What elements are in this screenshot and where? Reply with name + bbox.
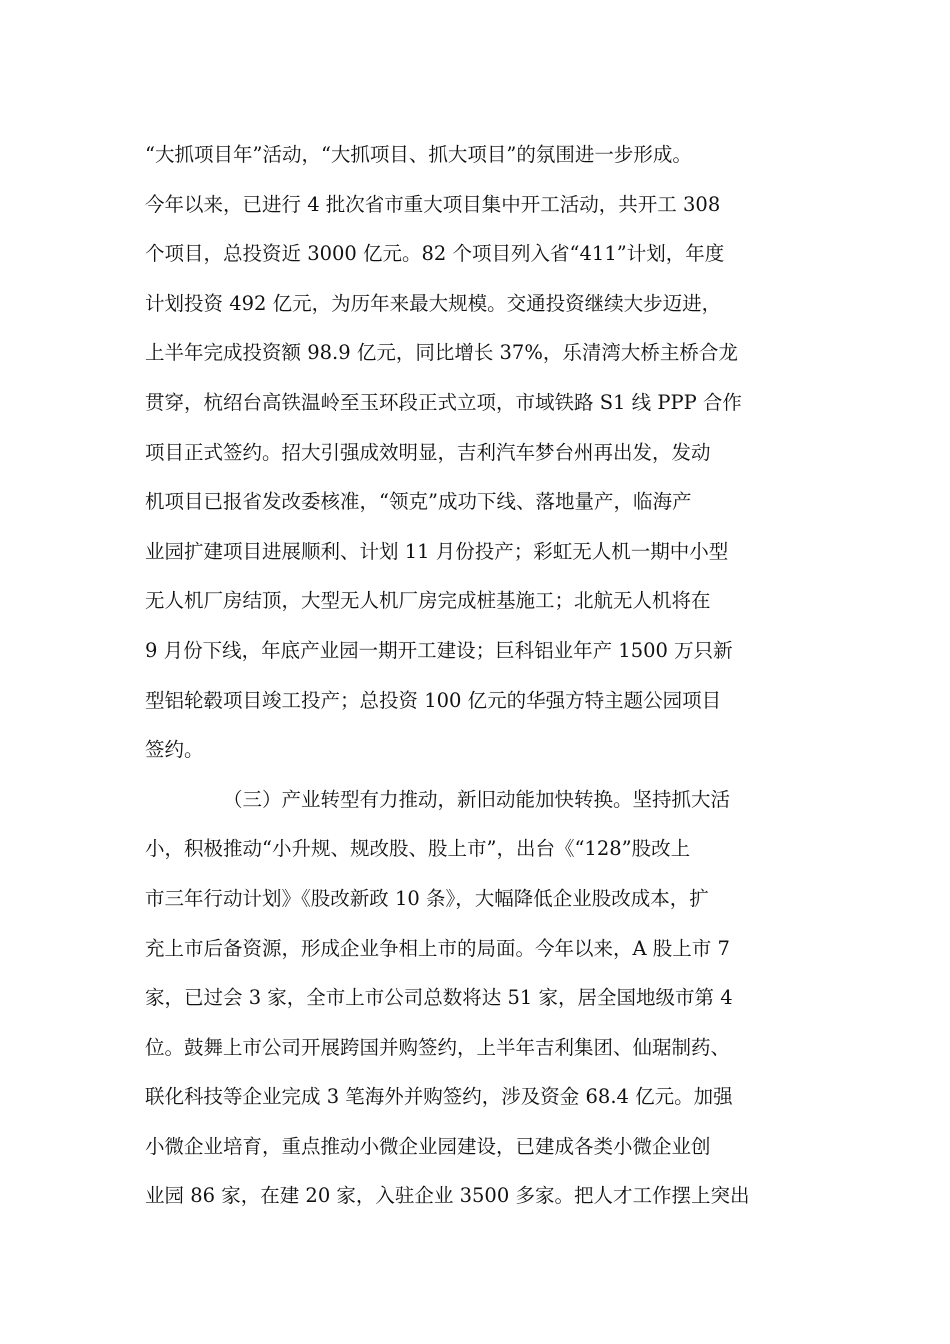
text-line: 小，积极推动“小升规、规改股、股上市”，出台《“128”股改上 bbox=[145, 837, 691, 861]
text-line: 业园 86 家，在建 20 家，入驻企业 3500 多家。把人才工作摆上突出 bbox=[145, 1184, 750, 1208]
text-line: 小微企业培育，重点推动小微企业园建设，已建成各类小微企业创 bbox=[145, 1134, 711, 1158]
text-line: 充上市后备资源，形成企业争相上市的局面。今年以来，A 股上市 7 bbox=[145, 936, 730, 960]
text-line: 型铝轮毂项目竣工投产；总投资 100 亿元的华强方特主题公园项目 bbox=[145, 688, 722, 712]
text-line: 位。鼓舞上市公司开展跨国并购签约，上半年吉利集团、仙琚制药、 bbox=[145, 1035, 731, 1059]
text-line: 贯穿，杭绍台高铁温岭至玉环段正式立项，市域铁路 S1 线 PPP 合作 bbox=[145, 390, 742, 414]
text-line: 无人机厂房结顶，大型无人机厂房完成桩基施工；北航无人机将在 bbox=[145, 589, 711, 613]
text-line: “大抓项目年”活动，“大抓项目、抓大项目”的氛围进一步形成。 bbox=[145, 143, 692, 166]
text-line: 个项目，总投资近 3000 亿元。82 个项目列入省“411”计划，年度 bbox=[145, 242, 725, 266]
text-line: 9 月份下线，年底产业园一期开工建设；巨科铝业年产 1500 万只新 bbox=[145, 638, 733, 662]
text-line: 机项目已报省发改委核准，“领克”成功下线、落地量产，临海产 bbox=[145, 490, 692, 514]
section-heading-line: （三）产业转型有力推动，新旧动能加快转换。坚持抓大活 bbox=[223, 787, 731, 811]
text-line: 计划投资 492 亿元，为历年来最大规模。交通投资继续大步迈进， bbox=[145, 291, 722, 315]
text-line: 家，已过会 3 家，全市上市公司总数将达 51 家，居全国地级市第 4 bbox=[145, 986, 733, 1010]
text-line: 今年以来，已进行 4 批次省市重大项目集中开工活动，共开工 308 bbox=[145, 192, 721, 216]
text-line: 签约。 bbox=[145, 738, 204, 762]
text-line: 业园扩建项目进展顺利、计划 11 月份投产；彩虹无人机一期中小型 bbox=[145, 539, 729, 563]
text-line: 联化科技等企业完成 3 笔海外并购签约，涉及资金 68.4 亿元。加强 bbox=[145, 1085, 733, 1109]
body-text bbox=[145, 130, 825, 1221]
text-line: 市三年行动计划》《股改新政 10 条》，大幅降低企业股改成本，扩 bbox=[145, 886, 709, 910]
text-line: 项目正式签约。招大引强成效明显，吉利汽车梦台州再出发，发动 bbox=[145, 440, 711, 464]
text-line: 上半年完成投资额 98.9 亿元，同比增长 37%，乐清湾大桥主桥合龙 bbox=[145, 341, 738, 365]
